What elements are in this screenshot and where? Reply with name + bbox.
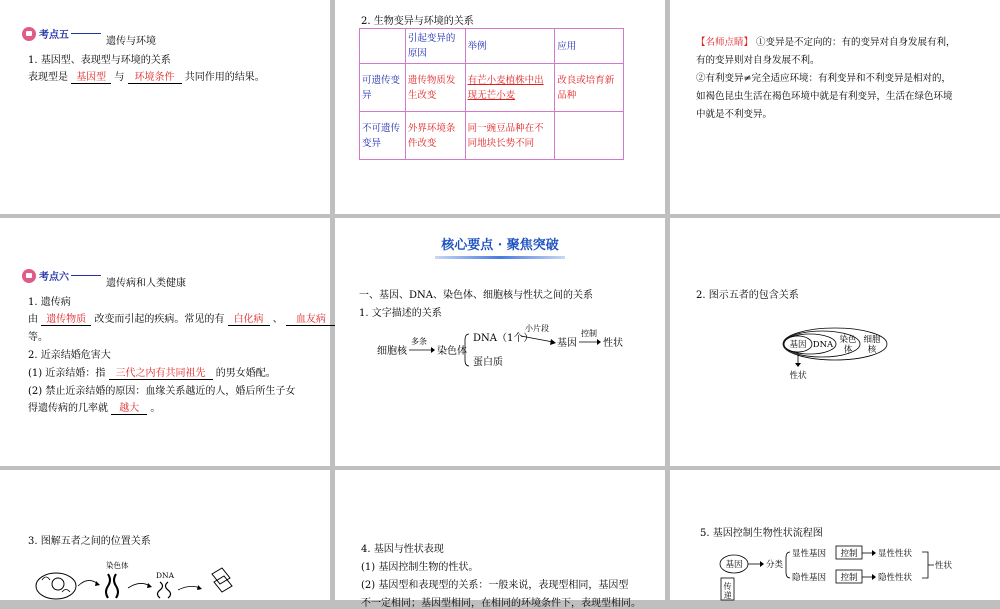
slide-heredity-environment[interactable] <box>0 0 330 214</box>
brace-icon <box>786 552 790 578</box>
text-line: (1) 近亲结婚：指 三代之内有共同祖先 的男女婚配。 <box>28 364 276 380</box>
diagram-label: 控制 <box>840 573 858 583</box>
text-line: 由 遗传物质 改变而引起的疾病。常见的有 白化病 、 血友病 <box>28 310 336 326</box>
slide-title: 3. 图解五者之间的位置关系 <box>28 536 151 547</box>
topic-badge: 考点六 <box>22 268 101 283</box>
slide-inclusion-diagram[interactable] <box>670 218 1000 466</box>
diagram-label: DNA <box>156 571 174 580</box>
diagram-label: 分类 <box>766 560 784 570</box>
cell-icon <box>36 573 76 599</box>
arrow-head <box>760 561 764 567</box>
answer-blank: 环境条件 <box>128 68 182 84</box>
arrow-head <box>597 339 601 345</box>
answer-blank: 基因型 <box>71 68 111 84</box>
arrow-head <box>872 550 876 556</box>
table-row <box>360 112 624 160</box>
diagram-label: 体 <box>843 345 853 355</box>
arrow-head <box>431 347 435 353</box>
table-header-cell: 应用 <box>555 29 624 64</box>
table-cell: 可遗传变异 <box>360 64 406 112</box>
gene-segment-icon <box>212 568 232 592</box>
text-line: 表现型是 基因型 与 环境条件 共同作用的结果。 <box>28 68 265 84</box>
slide-title: 核心要点 · 聚焦突破 <box>335 234 665 259</box>
slide-gene-flowchart[interactable] <box>670 470 1000 600</box>
text-line: 等。 <box>28 332 48 343</box>
arrow-head <box>147 583 152 588</box>
diagram-label: DNA <box>812 340 834 350</box>
text-line: 中就是不利变异。 <box>696 109 773 120</box>
arrow-head <box>197 585 202 590</box>
slide-gene-trait[interactable] <box>335 470 665 609</box>
slide-position-diagram[interactable] <box>0 470 330 600</box>
diagram-label: 细胞核 <box>377 346 407 357</box>
table-cell: 不可遗传变异 <box>360 112 406 160</box>
diagram-label: 控制 <box>581 329 597 338</box>
table-cell: 外界环境条件改变 <box>405 112 465 160</box>
variation-table <box>359 28 624 160</box>
diagram-label: 核 <box>867 345 877 355</box>
gene-flowchart <box>716 544 966 600</box>
answer-blank: 越大 <box>111 399 147 415</box>
slide-title: 2. 图示五者的包含关系 <box>696 290 799 301</box>
diagram-label: 控制 <box>840 549 858 559</box>
slide-variation-environment[interactable] <box>335 0 665 214</box>
table-header-cell: 引起变异的原因 <box>405 29 465 64</box>
table-row <box>360 64 624 112</box>
diagram-label: 细胞 <box>863 335 881 345</box>
text-line: (2) 禁止近亲结婚的原因：血缘关系越近的人，婚后所生子女 <box>28 386 296 397</box>
text-line: 【名师点睛】 ①变异是不定向的：有的变异对自身发展有利， <box>696 37 956 48</box>
text-line: 如褐色昆虫生活在褐色环境中就是有利变异，生活在绿色环境 <box>696 91 953 102</box>
diagram-label: 染色体 <box>437 346 467 357</box>
table-cell <box>555 112 624 160</box>
dna-helix-icon <box>158 582 171 598</box>
diagram-label: 基因 <box>725 560 743 570</box>
diagram-label: 传递 <box>723 582 732 600</box>
table-cell: 同一豌豆品种在不同地块长势不同 <box>465 112 555 160</box>
table-cell: 改良或培育新品种 <box>555 64 624 112</box>
arrow-head <box>550 339 556 345</box>
relationship-diagram <box>375 322 645 372</box>
arrow-line <box>78 580 98 586</box>
diagram-label: 显性性状 <box>878 549 913 559</box>
diagram-label: 染色 <box>839 335 857 345</box>
title-underline <box>435 256 565 259</box>
arrow-head <box>872 574 876 580</box>
diagram-label: 多条 <box>411 337 427 346</box>
diagram-label: 小片段 <box>525 324 549 333</box>
slide-title: 5. 基因控制生物性状流程图 <box>700 528 823 539</box>
answer-blank: 白化病 <box>228 310 270 326</box>
badge-icon <box>22 269 36 283</box>
text-line: 1. 基因型、表现型与环境的关系 <box>28 55 171 66</box>
text-line: 1. 遗传病 <box>28 297 71 308</box>
topic-badge: 考点五 <box>22 26 101 41</box>
diagram-label: 性状 <box>789 371 807 381</box>
slide-title: 2. 生物变异与环境的关系 <box>361 16 474 27</box>
diagram-label: 性状 <box>935 561 953 571</box>
text-line: 1. 文字描述的关系 <box>359 308 442 319</box>
nucleus-icon <box>52 578 64 590</box>
text-line: ②有利变异≠完全适应环境：有利变异和不利变异是相对的， <box>696 73 951 84</box>
table-cell: 有芒小麦植株中出现无芒小麦 <box>465 64 555 112</box>
table-header-cell <box>360 29 406 64</box>
diagram-label: 基因 <box>557 338 577 349</box>
text-line: (2) 基因型和表现型的关系：一般来说，表现型相同，基因型 <box>361 580 629 591</box>
table-cell: 遗传物质发生改变 <box>405 64 465 112</box>
answer-blank: 遗传物质 <box>41 310 91 326</box>
inclusion-diagram <box>780 322 900 382</box>
diagram-label: 隐性基因 <box>792 573 827 583</box>
diagram-label: 隐性性状 <box>878 573 913 583</box>
arrow-head <box>95 581 100 586</box>
text-line: 一、基因、DNA、染色体、细胞核与性状之间的关系 <box>359 290 593 301</box>
answer-blank: 血友病 <box>286 310 336 326</box>
badge-icon <box>22 27 36 41</box>
diagram-label: DNA（1个） <box>473 333 534 344</box>
text-line: 有的变异则对自身发展不利。 <box>696 55 820 66</box>
topic-heading: 遗传与环境 <box>106 36 156 47</box>
chromosome-icon <box>106 574 118 598</box>
topic-heading: 遗传病和人类健康 <box>106 278 186 289</box>
position-diagram <box>32 556 272 600</box>
text-line: (1) 基因控制生物的性状。 <box>361 562 479 573</box>
merge-bracket <box>922 552 934 578</box>
arrow-line <box>178 586 200 590</box>
arrow-head <box>795 363 801 367</box>
slide-teacher-tip[interactable] <box>670 0 1000 214</box>
text-line: 不一定相同；基因型相同，在相同的环境条件下，表现型相同。 <box>361 598 641 609</box>
diagram-label: 基因 <box>789 340 807 350</box>
diagram-label: 染色体 <box>106 561 129 570</box>
table-header-cell: 举例 <box>465 29 555 64</box>
slide-title: 4. 基因与性状表现 <box>361 544 444 555</box>
tip-tag: 【名师点睛】 <box>696 37 754 48</box>
text-line: 2. 近亲结婚危害大 <box>28 350 111 361</box>
slide-core-points[interactable] <box>335 218 665 466</box>
diagram-label: 蛋白质 <box>473 357 503 368</box>
slide-genetic-disease[interactable] <box>0 218 330 466</box>
text-line: 得遗传病的几率就 越大 。 <box>28 399 160 415</box>
answer-blank: 三代之内有共同祖先 <box>109 364 213 380</box>
diagram-label: 显性基因 <box>792 549 827 559</box>
arrow-line <box>128 583 150 588</box>
diagram-label: 性状 <box>603 338 623 349</box>
